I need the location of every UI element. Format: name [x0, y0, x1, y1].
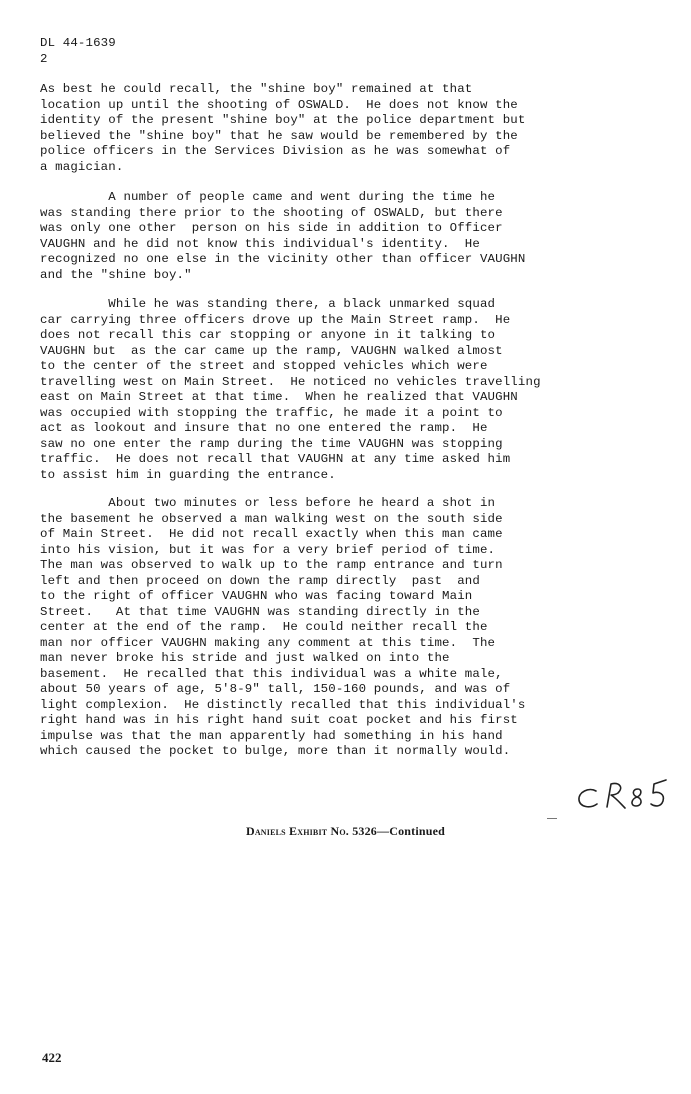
body-paragraph: As best he could recall, the "shine boy" remained at that location up until the shooting of OSWALD. He does not know the identity of the present "shine boy" at the police department but believed the "shine boy" that he saw would be remembered by the police officers in the Services Division as he was somewhat of a magician. — [40, 82, 526, 174]
handwritten-initials-icon — [570, 770, 680, 820]
handwritten-initials-mark — [570, 770, 680, 820]
exhibit-suffix: —Continued — [377, 824, 446, 838]
page-number: 422 — [42, 1050, 62, 1065]
exhibit-name: Daniels Exhibit No. 5326 — [245, 824, 377, 838]
exhibit-caption — [0, 824, 691, 839]
body-paragraph: About two minutes or less before he heard a shot in the basement he observed a man walking west on the south side of Main Street. He did not recall exactly when this man came into his vision, but it was for a very brief period of time. The man was observed to walk up to the ramp entrance and turn left and then proceed on down the ramp directly past and to the right of officer VAUGHN who was facing toward Main Street. At that time VAUGHN was standing directly in the center at the end of the ramp. He could neither recall the man nor officer VAUGHN making any comment at this time. The man never broke his stride and just walked on into the basement. He recalled that this individual was a white male, about 50 years of age, 5'8-9" tall, 150-160 pounds, and was of light complexion. He distinctly recalled that this individual's right hand was in his right hand suit coat pocket and his first impulse was that the man apparently had something in his hand which caused the pocket to bulge, more than it normally would. — [40, 496, 526, 758]
body-paragraph: A number of people came and went during the time he was standing there prior to the shooting of OSWALD, but there was only one other person on his side in addition to Officer VAUGHN and he did not know this individual's identity. He recognized no one else in the vicinity other than officer VAUGHN and the "shine boy." — [40, 190, 526, 282]
file-reference: DL 44-1639 2 — [40, 36, 116, 66]
stray-mark — [547, 818, 557, 819]
body-paragraph: While he was standing there, a black unmarked squad car carrying three officers drove up the Main Street ramp. He does not recall this car stopping or anyone in it talking to VAUGHN but as the car came up the ramp, VAUGHN walked almost to the center of the street and stopped vehicles which were travelling west on Main Street. He noticed no vehicles travelling east on Main Street at that time. When he realized that VAUGHN was occupied with stopping the traffic, he made it a point to act as lookout and insure that no one entered the ramp. He saw no one enter the ramp during the time VAUGHN was stopping traffic. He does not recall that VAUGHN at any time asked him to assist him in guarding the entrance. — [40, 297, 541, 482]
